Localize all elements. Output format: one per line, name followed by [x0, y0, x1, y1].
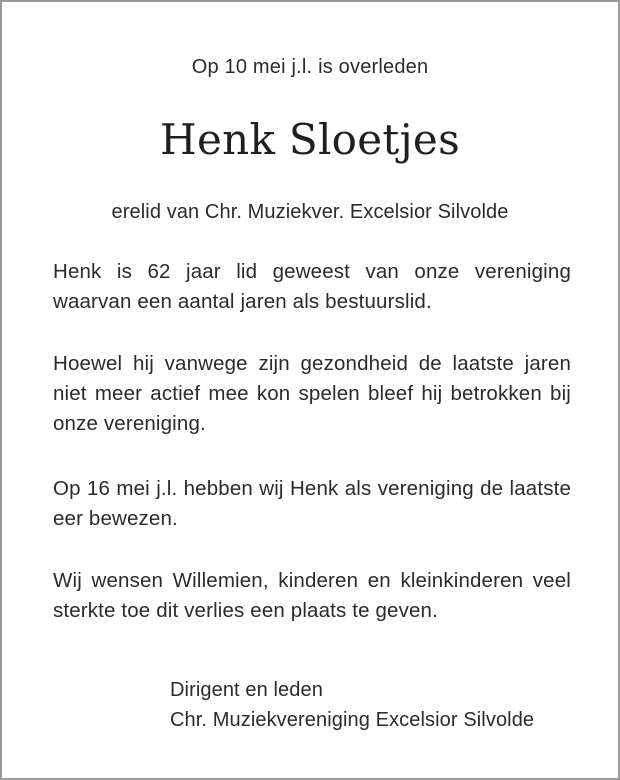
- paragraph-farewell: Op 16 mei j.l. hebben wij Henk als vereniging de laatste eer bewezen.: [53, 477, 571, 530]
- signature-line-2: Chr. Muziekvereniging Excelsior Silvolde: [170, 709, 535, 731]
- paragraph-condolence: Wij wensen Willemien, kinderen en kleinkinderen veel sterkte toe dit verlies een plaats te geven.: [53, 569, 571, 622]
- honorary-member-line: erelid van Chr. Muziekver. Excelsior Silvolde: [111, 201, 509, 223]
- intro-line: Op 10 mei j.l. is overleden: [191, 56, 429, 78]
- paragraph-health: Hoewel hij vanwege zijn gezondheid de laatste jaren niet meer actief mee kon spelen bleef hij betrokken bij onze vereniging.: [53, 352, 571, 435]
- signature-block: [170, 675, 534, 735]
- signature-line-1: Dirigent en leden: [170, 679, 323, 701]
- deceased-name: Henk Sloetjes: [160, 115, 460, 164]
- paragraph-membership: Henk is 62 jaar lid geweest van onze vereniging waarvan een aantal jaren als bestuurslid.: [53, 260, 571, 313]
